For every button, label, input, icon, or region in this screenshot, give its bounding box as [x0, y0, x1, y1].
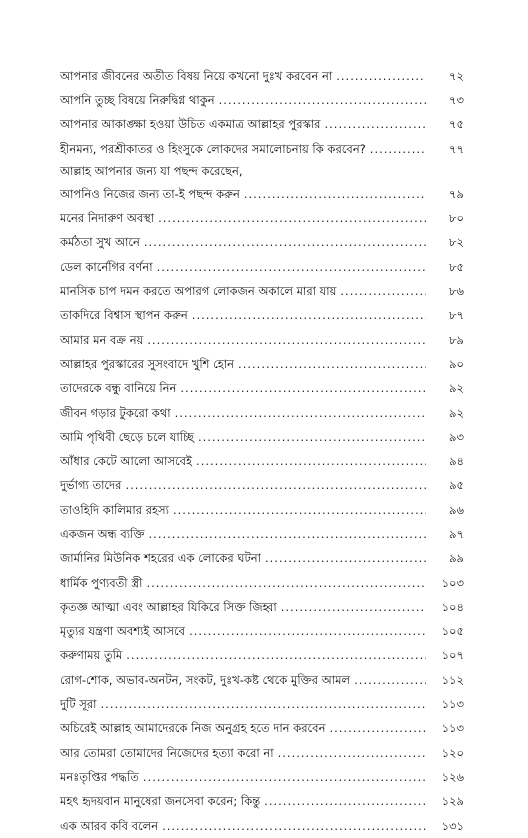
dot-leader [219, 93, 426, 107]
toc-entry[interactable] [60, 814, 464, 838]
dot-leader [324, 117, 426, 131]
toc-entry-title: আপনার জীবনের অতীত বিষয় নিয়ে কখনো দুঃখ করবেন না [60, 68, 333, 83]
toc-entry-title: রোগ-শোক, অভাব-অনটন, সংকট, দুঃখ-কষ্ট থেকে মুক্তির আমল [60, 672, 351, 687]
dot-leader [125, 478, 426, 492]
toc-entry-page-number: ১০৩ [441, 575, 464, 590]
toc-entry[interactable] [60, 620, 464, 644]
toc-entry[interactable] [60, 644, 464, 668]
toc-entry-page-number: ৯৪ [449, 454, 464, 469]
toc-entry-page-number: ৯৯ [449, 551, 464, 566]
toc-entry[interactable] [60, 328, 464, 352]
toc-entry[interactable] [60, 255, 464, 279]
toc-entry[interactable] [60, 741, 464, 765]
toc-entry-title: মনঃতৃপ্তির পদ্ধতি [60, 769, 139, 784]
toc-entry-page-number: ১২০ [441, 745, 464, 760]
toc-entry-title: আল্লাহ আপনার জন্য যা পছন্দ করেছেন, [60, 164, 243, 179]
dot-leader [147, 333, 426, 347]
dot-leader [244, 187, 426, 201]
toc-entry-page-number: ১০৪ [441, 599, 464, 614]
toc-entry-page-number: ৯২ [449, 405, 464, 420]
dot-leader [264, 794, 426, 808]
dot-leader [238, 357, 426, 371]
toc-entry-page-number: ৯০ [449, 356, 464, 371]
toc-entry-page-number: ৭৭ [449, 141, 464, 156]
dot-leader [189, 624, 426, 638]
dot-leader [192, 308, 426, 322]
toc-entry[interactable] [60, 401, 464, 425]
toc-entry-page-number: ১২৬ [441, 769, 464, 784]
toc-entry[interactable] [60, 231, 464, 255]
toc-entry[interactable] [60, 717, 464, 741]
dot-leader [101, 697, 426, 711]
toc-entry-page-number: ১২৯ [441, 794, 464, 809]
toc-entry-title: তাদেরকে বন্ধু বানিয়ে নিন [60, 381, 177, 396]
dot-leader [198, 430, 426, 444]
toc-entry-title: দুর্ভাগ্য তাদের [60, 478, 122, 493]
toc-entry[interactable] [60, 595, 464, 619]
toc-entry[interactable] [60, 161, 464, 182]
dot-leader [265, 551, 426, 565]
toc-entry-title: আপনি তুচ্ছ বিষয়ে নিরুদ্বিগ্ন থাকুন [60, 92, 215, 107]
toc-entry[interactable] [60, 474, 464, 498]
dot-leader [146, 576, 426, 590]
dot-leader [144, 235, 426, 249]
toc-entry-title: করুণাময় তুমি [60, 648, 123, 663]
toc-entry-title: মনের নিদারুণ অবস্থা [60, 211, 155, 226]
toc-entry[interactable] [60, 668, 464, 692]
toc-entry[interactable] [60, 449, 464, 473]
toc-entry[interactable] [60, 790, 464, 814]
toc-entry[interactable] [60, 547, 464, 571]
toc-entry-page-number: ৭২ [449, 68, 464, 83]
toc-entry-page-number: ১০৭ [441, 648, 464, 663]
toc-entry-title: একজন অন্ধ ব্যক্তি [60, 526, 145, 541]
toc-entry-title: আঁধার কেটে আলো আসবেই [60, 454, 193, 469]
toc-entry[interactable] [60, 279, 464, 303]
toc-entry-title: আল্লাহর পুরস্কারের সুসংবাদে খুশি হোন [60, 356, 235, 371]
toc-entry-title: জার্মানির মিউনিক শহরের এক লোকের ঘটনা [60, 551, 261, 566]
toc-entry[interactable] [60, 522, 464, 546]
toc-entry[interactable] [60, 692, 464, 716]
toc-entry-title: এক আরব কবি বলেন [60, 818, 159, 833]
toc-entry-title: মানসিক চাপ দমন করতে অপারগ লোকজন অকালে মারা যায় [60, 284, 337, 299]
toc-entry[interactable] [60, 571, 464, 595]
toc-entry[interactable] [60, 182, 464, 206]
dot-leader [281, 600, 426, 614]
dot-leader [370, 142, 426, 156]
toc-entry-title: অচিরেই আল্লাহ আমাদেরকে নিজ অনুগ্রহ হতে দান করবেন [60, 721, 326, 736]
toc-entry[interactable] [60, 206, 464, 230]
toc-entry-title: মহৎ হৃদয়বান মানুষেরা জনসেবা করেন; কিন্তু [60, 794, 261, 809]
toc-entry-title: জীবন গড়ার টুকরো কথা [60, 405, 171, 420]
toc-entry[interactable] [60, 425, 464, 449]
toc-entry[interactable] [60, 64, 464, 88]
toc-entry-title: হীনমন্য, পরশ্রীকাতর ও হিংসুকে লোকদের সমালোচনায় কি করবেন? [60, 141, 366, 156]
toc-entry-page-number: ৭৩ [449, 92, 464, 107]
toc-entry-title: কর্মঠতা সুখ আনে [60, 235, 140, 250]
dot-leader [157, 260, 426, 274]
toc-entry-page-number: ১১২ [441, 672, 464, 687]
toc-entry[interactable] [60, 113, 464, 137]
toc-entry-page-number: ৯৭ [449, 526, 464, 541]
toc-entry-title: কৃতজ্ঞ আত্মা এবং আল্লাহর যিকিরে সিক্ত জিহ্বা [60, 599, 277, 614]
dot-leader [126, 648, 426, 662]
toc-entry-title: আর তোমরা তোমাদের নিজেদের হত্যা করো না [60, 745, 274, 760]
toc-entry-title: মৃত্যুর যন্ত্রণা অবশ্যই আসবে [60, 624, 186, 639]
toc-entry-page-number: ৮৫ [449, 259, 464, 274]
dot-leader [336, 69, 426, 83]
toc-entry-page-number: ৮৭ [449, 308, 464, 323]
toc-entry-title: ধার্মিক পুণ্যবতী স্ত্রী [60, 575, 143, 590]
toc-entry[interactable] [60, 304, 464, 328]
toc-entry[interactable] [60, 88, 464, 112]
dot-leader [354, 673, 426, 687]
dot-leader [143, 770, 426, 784]
toc-entry-page-number: ৮২ [449, 235, 464, 250]
toc-entry-title: দুটি সূরা [60, 697, 97, 712]
dot-leader [196, 454, 426, 468]
toc-entry-title: ডেল কার্নেগির বর্ণনা [60, 259, 153, 274]
toc-entry-page-number: ৯৬ [449, 502, 464, 517]
toc-entry-page-number: ১০৫ [441, 624, 464, 639]
dot-leader [180, 381, 426, 395]
toc-entry-page-number: ১৩১ [441, 818, 464, 833]
toc-entry-page-number: ৭৫ [449, 117, 464, 132]
dot-leader [329, 721, 426, 735]
toc-entry-page-number: ৭৯ [449, 186, 464, 201]
toc-entry-page-number: ৯৫ [449, 478, 464, 493]
toc-entry[interactable] [60, 377, 464, 401]
toc-entry-page-number: ৯২ [449, 381, 464, 396]
toc-entry-title: আমি পৃথিবী ছেড়ে চলে যাচ্ছি [60, 429, 194, 444]
dot-leader [340, 284, 426, 298]
dot-leader [278, 746, 426, 760]
toc-entry-title: তাকদিরে বিশ্বাস স্থাপন করুন [60, 308, 188, 323]
toc-entry[interactable] [60, 765, 464, 789]
toc-entry-page-number: ৮৯ [449, 332, 464, 347]
toc-entry-title: আপনার আকাঙ্ক্ষা হওয়া উচিত একমাত্র আল্লাহর পুরস্কার [60, 117, 321, 132]
dot-leader [175, 406, 426, 420]
toc-entry-page-number: ১১৩ [441, 697, 464, 712]
dot-leader [162, 819, 426, 833]
toc-entry-page-number: ৯৩ [449, 429, 464, 444]
toc-entry-title: আমার মন বক্র নয় [60, 332, 144, 347]
table-of-contents [60, 64, 464, 838]
dot-leader [158, 211, 426, 225]
toc-entry-page-number: ৮৬ [449, 284, 464, 299]
toc-entry-page-number: ৮০ [449, 211, 464, 226]
toc-entry[interactable] [60, 498, 464, 522]
toc-entry[interactable] [60, 137, 464, 161]
toc-entry-page-number: ১১৩ [441, 721, 464, 736]
toc-entry-title: আপনিও নিজের জন্য তা-ই পছন্দ করুন [60, 186, 240, 201]
dot-leader [173, 503, 426, 517]
toc-entry[interactable] [60, 352, 464, 376]
dot-leader [149, 527, 426, 541]
toc-entry-title: তাওহিদি কালিমার রহস্য [60, 502, 169, 517]
